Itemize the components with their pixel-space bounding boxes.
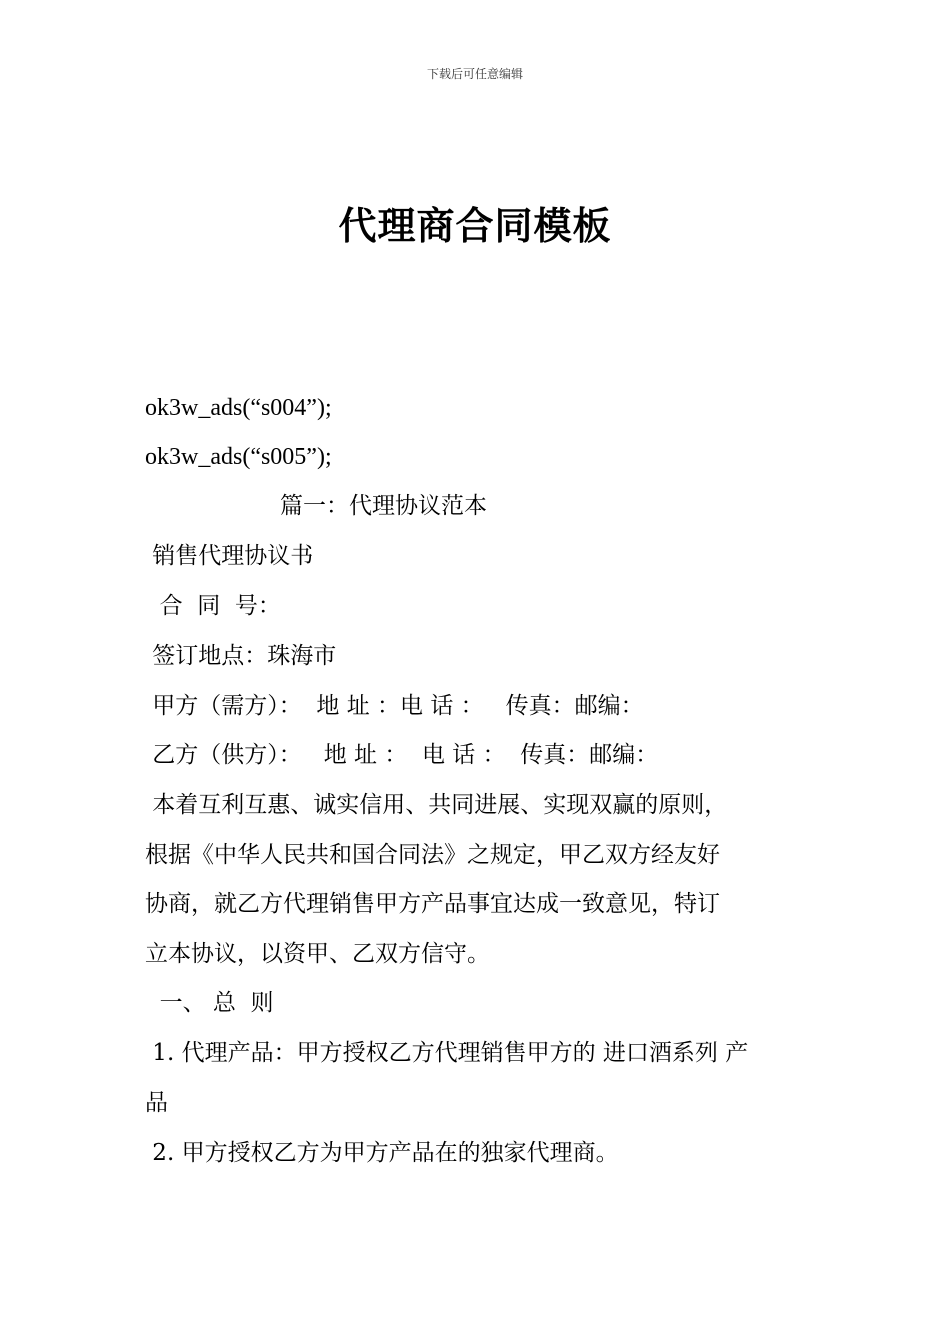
body-paragraph-line: 立本协议，以资甲、乙双方信守。 [145,941,490,967]
ad-code-line-1: ok3w_ads(“s004”); [145,395,332,421]
agreement-title-line: 销售代理协议书 [145,543,314,569]
body-paragraph-line: 协商，就乙方代理销售甲方产品事宜达成一致意见，特订 [145,891,720,917]
signing-place-line: 签订地点：珠海市 [145,643,337,669]
section-heading: 篇一：代理协议范本 [280,493,487,519]
body-paragraph-line: 根据《中华人民共和国合同法》之规定，甲乙双方经友好 [145,842,720,868]
body-paragraph-line: 本着互利互惠、诚实信用、共同进展、实现双赢的原则， [145,792,728,818]
chapter-heading: 一、 总 则 [145,990,274,1016]
clause-1-continuation: 品 [145,1090,168,1116]
party-b-line: 乙方（供方）： 地 址 ： 电 话 ： 传真：邮编： [145,742,659,768]
document-title: 代理商合同模板 [338,203,612,248]
party-a-line: 甲方（需方）： 地 址 ：电 话 ： 传真：邮编： [145,693,644,719]
contract-number-line: 合 同 号： [145,593,281,619]
clause-2-line: 2. 甲方授权乙方为甲方产品在的独家代理商。 [145,1140,619,1166]
clause-1-line: 1. 代理产品：甲方授权乙方代理销售甲方的 进口酒系列 产 [145,1040,749,1066]
ad-code-line-2: ok3w_ads(“s005”); [145,444,332,470]
header-note: 下载后可任意编辑 [426,67,523,81]
